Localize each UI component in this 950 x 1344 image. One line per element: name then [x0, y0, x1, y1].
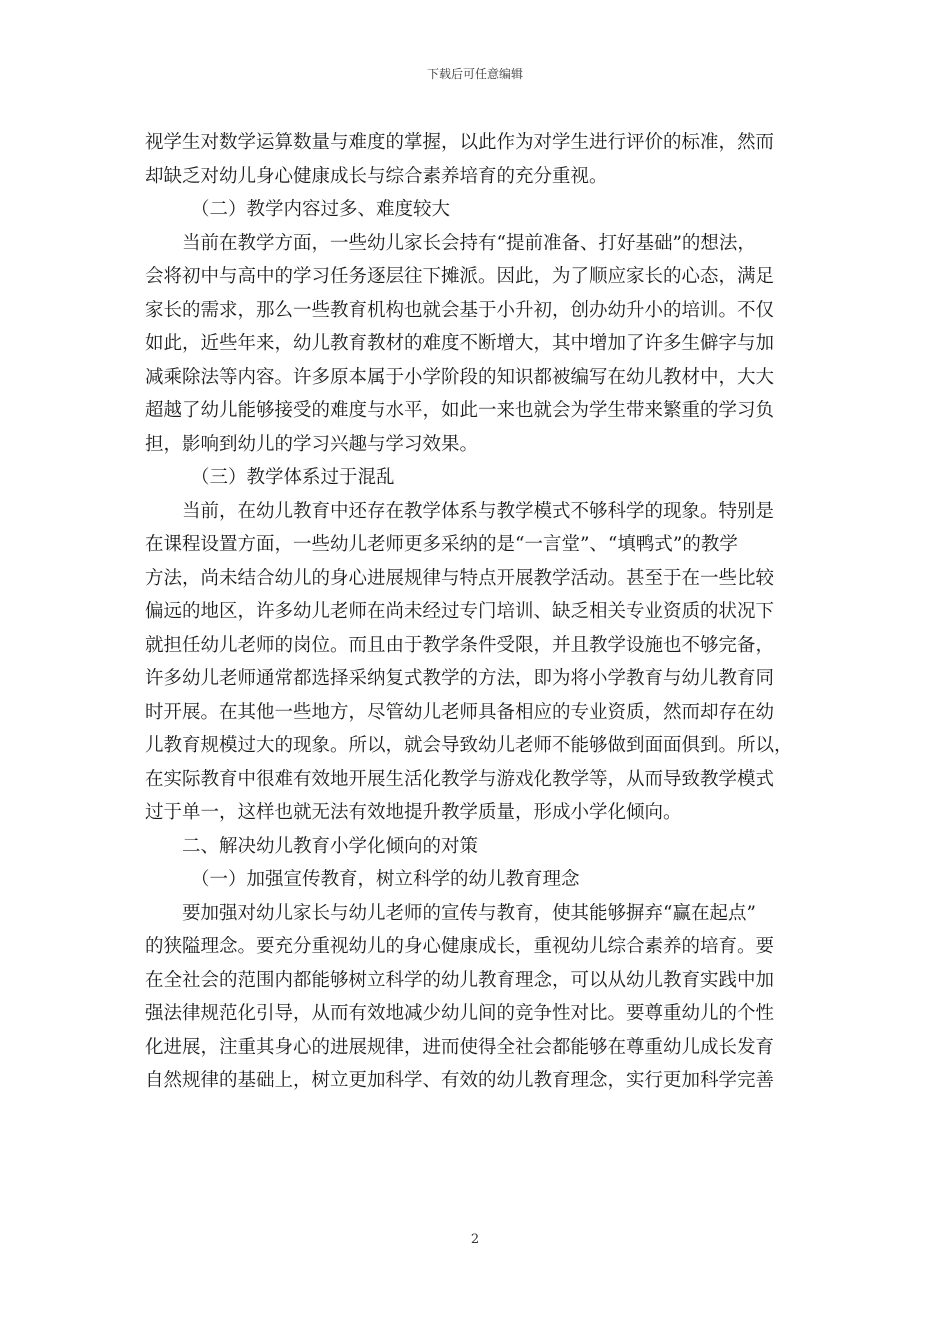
text-line: 儿教育规模过大的现象。所以，就会导致幼儿老师不能够做到面面俱到。所以， [145, 735, 793, 756]
page-header: 下载后可任意编辑 [426, 67, 523, 81]
text-line: 强法律规范化引导，从而有效地减少幼儿间的竞争性对比。要尊重幼儿的个性 [145, 1003, 775, 1024]
text-line: 视学生对数学运算数量与难度的掌握，以此作为对学生进行评价的标准，然而 [145, 132, 775, 153]
text-line: 许多幼儿老师通常都选择采纳复式教学的方法，即为将小学教育与幼儿教育同 [145, 668, 775, 689]
text-line: 在全社会的范围内都能够树立科学的幼儿教育理念，可以从幼儿教育实践中加 [145, 969, 775, 991]
text-line: 如此，近些年来，幼儿教育教材的难度不断增大，其中增加了许多生僻字与加 [145, 333, 775, 354]
section-heading: 二、解决幼儿教育小学化倾向的对策 [182, 835, 479, 857]
text-line: 就担任幼儿老师的岗位。而且由于教学条件受限，并且教学设施也不够完备， [145, 634, 775, 656]
page-number: 2 [470, 1232, 480, 1247]
text-line: 家长的需求，那么一些教育机构也就会基于小升初，创办幼升小的培训。不仅 [145, 299, 775, 321]
text-line: 当前，在幼儿教育中还存在教学体系与教学模式不够科学的现象。特别是 [182, 500, 775, 522]
text-line: 时开展。在其他一些地方，尽管幼儿老师具备相应的专业资质，然而却存在幼 [145, 701, 775, 723]
text-line: 方法，尚未结合幼儿的身心进展规律与特点开展教学活动。甚至于在一些比较 [145, 567, 775, 589]
text-line: 担，影响到幼儿的学习兴趣与学习效果。 [145, 433, 479, 455]
sub-heading: （三）教学体系过于混乱 [191, 467, 395, 488]
text-line: 自然规律的基础上，树立更加科学、有效的幼儿教育理念，实行更加科学完善 [145, 1070, 775, 1091]
text-line: 超越了幼儿能够接受的难度与水平，如此一来也就会为学生带来繁重的学习负 [145, 400, 775, 421]
text-line: 会将初中与高中的学习任务逐层往下摊派。因此，为了顺应家长的心态，满足 [145, 266, 775, 287]
sub-heading: （一）加强宣传教育，树立科学的幼儿教育理念 [191, 869, 580, 890]
text-line: 在实际教育中很难有效地开展生活化教学与游戏化教学等，从而导致教学模式 [145, 768, 775, 790]
sub-heading: （二）教学内容过多、难度较大 [191, 199, 451, 220]
text-line: 当前在教学方面，一些幼儿家长会持有“提前准备、打好基础”的想法， [182, 232, 756, 254]
text-line: 化进展，注重其身心的进展规律，进而使得全社会都能够在尊重幼儿成长发育 [145, 1036, 775, 1058]
text-line: 要加强对幼儿家长与幼儿老师的宣传与教育，使其能够摒弃“赢在起点” [182, 902, 756, 924]
text-line: 在课程设置方面，一些幼儿老师更多采纳的是“一言堂”、“填鸭式”的教学 [145, 534, 738, 555]
body-text [145, 126, 805, 1098]
text-line: 偏远的地区，许多幼儿老师在尚未经过专门培训、缺乏相关专业资质的状况下 [145, 601, 775, 622]
text-line: 的狭隘理念。要充分重视幼儿的身心健康成长，重视幼儿综合素养的培育。要 [145, 936, 775, 957]
text-line: 减乘除法等内容。许多原本属于小学阶段的知识都被编写在幼儿教材中，大大 [145, 366, 775, 388]
text-line: 过于单一，这样也就无法有效地提升教学质量，形成小学化倾向。 [145, 802, 682, 823]
text-line: 却缺乏对幼儿身心健康成长与综合素养培育的充分重视。 [145, 165, 608, 187]
